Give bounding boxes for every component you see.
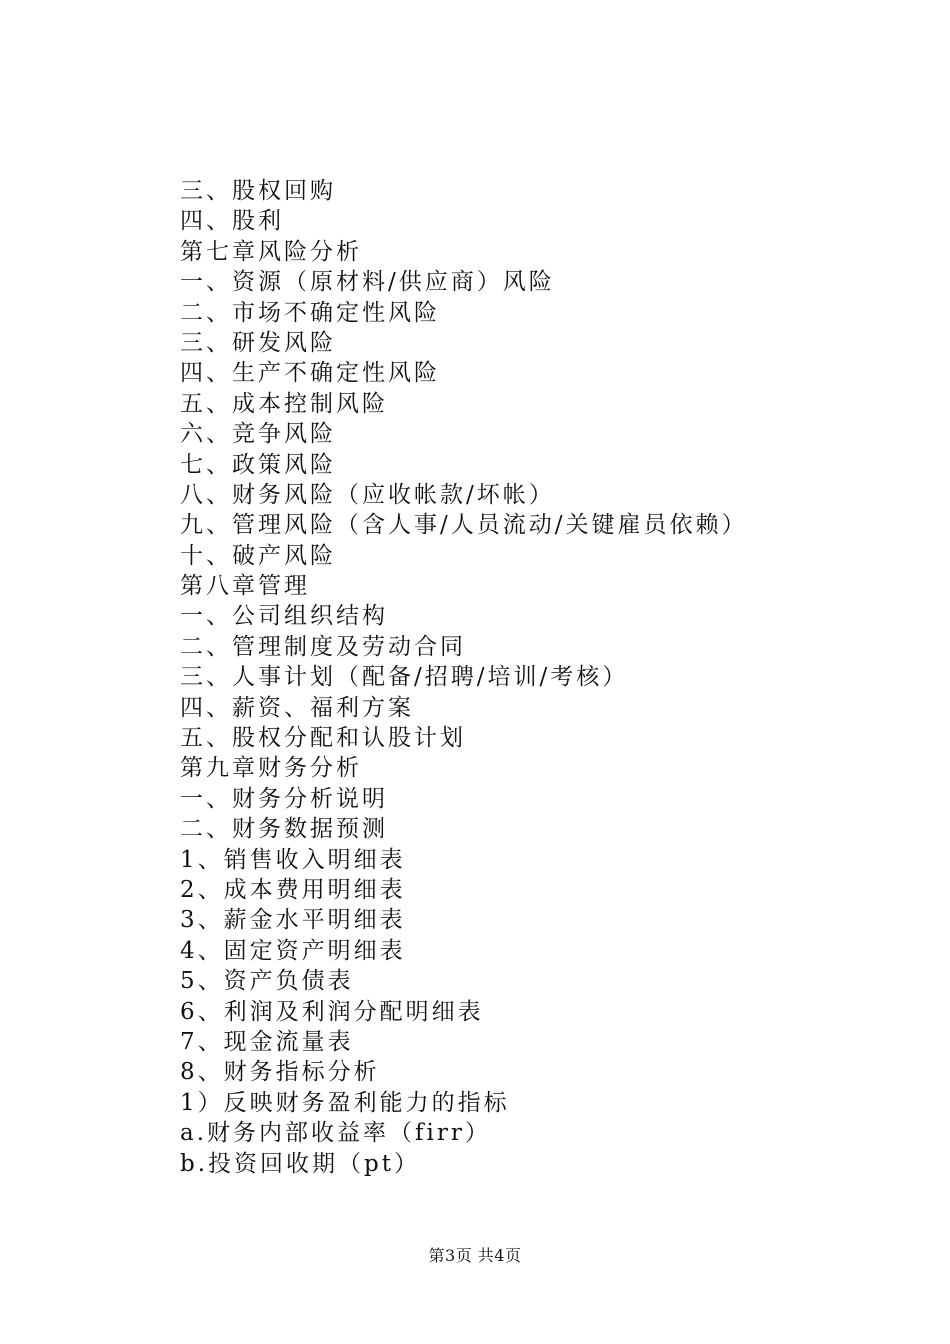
text-line: 四、薪资、福利方案: [180, 694, 414, 721]
text-line: 二、管理制度及劳动合同: [180, 633, 466, 660]
text-line: 8、财务指标分析: [180, 1059, 380, 1086]
text-line: a.财务内部收益率（firr）: [180, 1120, 491, 1147]
text-line: 二、财务数据预测: [180, 816, 388, 843]
chapter-heading: 第九章财务分析: [180, 755, 362, 782]
text-line: 1、销售收入明细表: [180, 846, 406, 873]
text-line: 6、利润及利润分配明细表: [180, 998, 484, 1025]
text-line: 八、财务风险（应收帐款/坏帐）: [180, 481, 555, 508]
text-line: 三、股权回购: [180, 178, 336, 204]
text-line: 3、薪金水平明细表: [180, 907, 406, 934]
chapter-heading: 第七章风险分析: [180, 238, 362, 265]
text-line: 二、市场不确定性风险: [180, 299, 440, 326]
text-line: 九、管理风险（含人事/人员流动/关键雇员依赖）: [180, 512, 748, 539]
chapter-heading: 第八章管理: [180, 573, 310, 600]
text-line: 四、股利: [180, 208, 284, 235]
text-line: 5、资产负债表: [180, 968, 354, 995]
document-body: [180, 176, 880, 1179]
text-line: 一、公司组织结构: [180, 603, 388, 630]
text-line: 十、破产风险: [180, 542, 336, 569]
text-line: 1）反映财务盈利能力的指标: [180, 1089, 510, 1116]
text-line: 四、生产不确定性风险: [180, 360, 440, 387]
text-line: 七、政策风险: [180, 451, 336, 478]
text-line: 7、现金流量表: [180, 1028, 354, 1055]
text-line: 2、成本费用明细表: [180, 876, 406, 903]
text-line: 六、竞争风险: [180, 421, 336, 448]
page-footer: 第3页 共4页: [428, 1246, 522, 1265]
text-line: 三、人事计划（配备/招聘/培训/考核）: [180, 664, 629, 691]
text-line: 五、成本控制风险: [180, 390, 388, 417]
text-line: 一、资源（原材料/供应商）风险: [180, 269, 555, 296]
text-line: 五、股权分配和认股计划: [180, 725, 466, 752]
text-line: 4、固定资产明细表: [180, 937, 406, 964]
text-line: b.投资回收期（pt）: [180, 1150, 420, 1177]
text-line: 三、研发风险: [180, 329, 336, 356]
text-line: 一、财务分析说明: [180, 785, 388, 812]
